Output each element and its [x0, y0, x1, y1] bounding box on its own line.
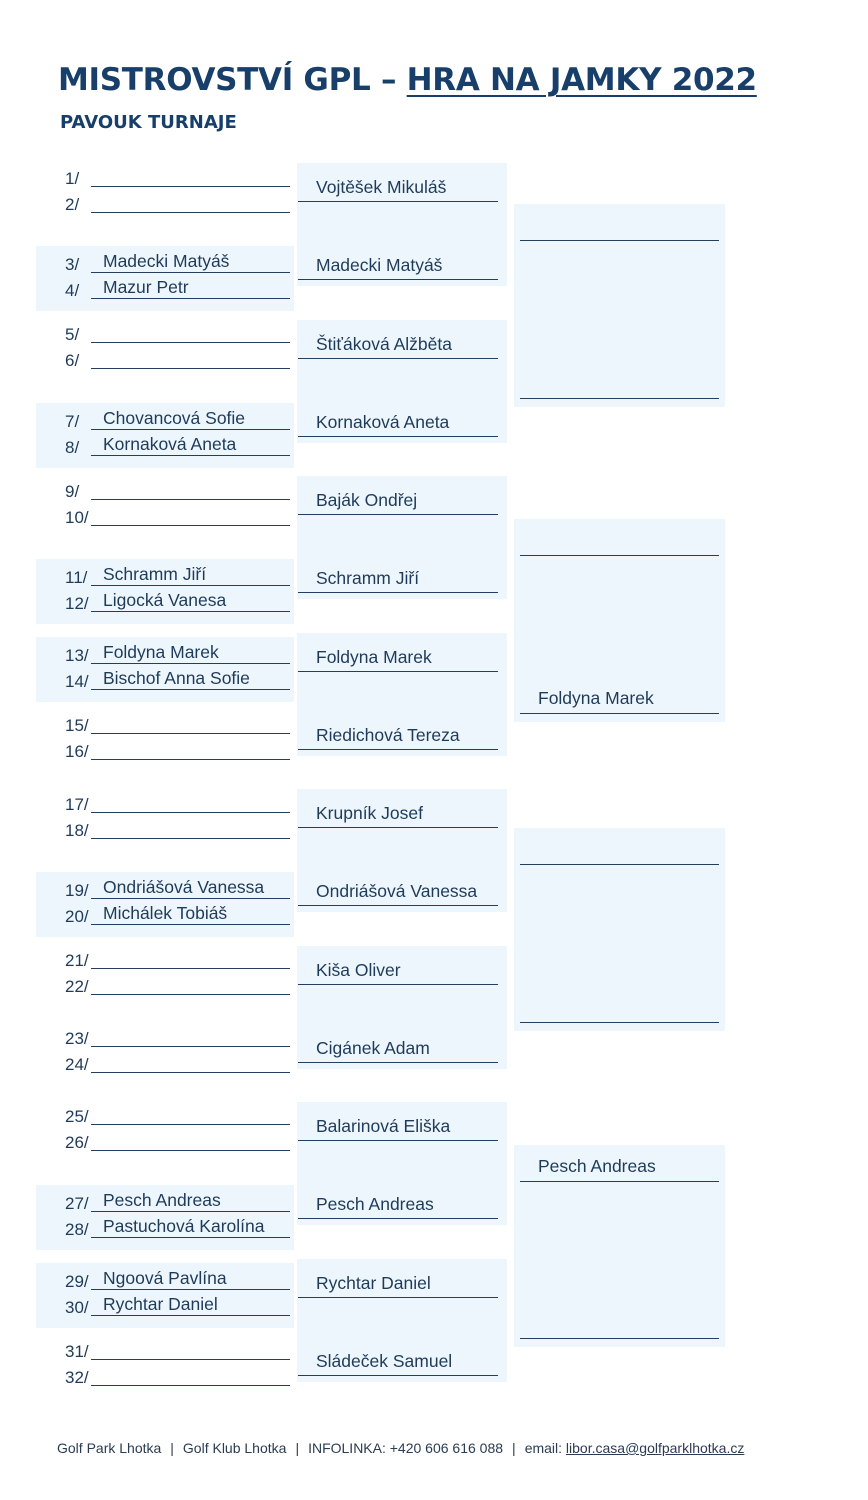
seed-slot-line: [91, 733, 290, 734]
player-name: Kiša Oliver: [316, 959, 401, 980]
seed-number: 10/: [65, 507, 89, 527]
player-name: Pesch Andreas: [538, 1156, 656, 1176]
round3-slot-line: [520, 555, 719, 556]
seed-number: 14/: [65, 672, 89, 692]
round2-slot-line: [298, 514, 498, 515]
seed-number: 29/: [65, 1271, 89, 1291]
seed-slot-line: [91, 525, 290, 526]
player-name: Foldyna Marek: [538, 688, 654, 708]
seed-number: 16/: [65, 742, 89, 762]
seed-slot-line: [91, 812, 290, 813]
round3-slot-line: [520, 864, 719, 865]
seed-slot-line: [91, 186, 290, 187]
round2-slot-line: [298, 1297, 498, 1298]
seed-number: 15/: [65, 716, 89, 736]
seed-number: 8/: [65, 437, 80, 457]
footer-infolinka: INFOLINKA: +420 606 616 088: [308, 1440, 504, 1456]
player-name: Balarinová Eliška: [316, 1116, 451, 1136]
seed-slot-line: [91, 994, 290, 995]
player-name: Rychtar Daniel: [103, 1293, 218, 1314]
player-name: Pesch Andreas: [103, 1189, 221, 1210]
round3-shade: [514, 828, 725, 1031]
seed-number: 28/: [65, 1219, 89, 1239]
round2-slot-line: [298, 1218, 498, 1219]
seed-number: 9/: [65, 481, 80, 501]
seed-slot-line: [91, 585, 290, 586]
player-name: Schramm Jiří: [316, 568, 420, 588]
seed-number: 26/: [65, 1133, 89, 1153]
player-name: Pastuchová Karolína: [103, 1215, 265, 1236]
title-part1: MISTROVSTVÍ GPL –: [58, 62, 407, 98]
round2-slot-line: [298, 671, 498, 672]
seed-number: 5/: [65, 325, 80, 345]
seed-slot-line: [91, 298, 290, 299]
seed-slot-line: [91, 342, 290, 343]
player-name: Sládeček Samuel: [316, 1350, 453, 1371]
player-name: Ngoová Pavlína: [103, 1267, 227, 1288]
seed-number: 3/: [65, 255, 80, 275]
seed-slot-line: [91, 924, 290, 925]
seed-slot-line: [91, 272, 290, 273]
seed-slot-line: [91, 212, 290, 213]
seed-slot-line: [91, 499, 290, 500]
seed-slot-line: [91, 429, 290, 430]
seed-slot-line: [91, 968, 290, 969]
player-name: Michálek Tobiáš: [103, 902, 228, 923]
player-name: Bischof Anna Sofie: [103, 668, 250, 689]
footer-club: Golf Klub Lhotka: [182, 1440, 287, 1456]
round2-slot-line: [298, 905, 498, 906]
player-name: Riedichová Tereza: [316, 724, 460, 745]
player-name: Kornaková Aneta: [103, 433, 237, 454]
round2-slot-line: [298, 201, 498, 202]
round3-slot-line: [520, 713, 719, 714]
seed-number: 6/: [65, 351, 80, 371]
seed-number: 13/: [65, 646, 89, 666]
footer-park: Golf Park Lhotka: [57, 1440, 162, 1456]
round2-slot-line: [298, 1062, 498, 1063]
player-name: Rychtar Daniel: [316, 1272, 431, 1293]
round3-slot-line: [520, 398, 719, 399]
seed-slot-line: [91, 1359, 290, 1360]
seed-number: 17/: [65, 794, 89, 814]
seed-number: 7/: [65, 411, 80, 431]
round3-slot-line: [520, 1022, 719, 1023]
seed-slot-line: [91, 1150, 290, 1151]
seed-number: 22/: [65, 977, 89, 996]
player-name: Krupník Josef: [316, 803, 423, 823]
seed-slot-line: [91, 689, 290, 690]
round2-slot-line: [298, 279, 498, 280]
footer-separator: |: [170, 1440, 174, 1456]
player-name: Foldyna Marek: [103, 642, 219, 663]
player-name: Madecki Matyáš: [103, 251, 230, 272]
seed-number: 24/: [65, 1055, 89, 1075]
round2-slot-line: [298, 436, 498, 437]
round2-slot-line: [298, 1375, 498, 1376]
seed-slot-line: [91, 368, 290, 369]
seed-slot-line: [91, 1046, 290, 1047]
seed-slot-line: [91, 838, 290, 839]
round3-shade: [514, 204, 725, 407]
page-subtitle: PAVOUK TURNAJE: [60, 112, 237, 133]
footer-separator: |: [295, 1440, 300, 1456]
seed-number: 18/: [65, 820, 89, 840]
round3-slot-line: [520, 240, 719, 241]
seed-slot-line: [91, 1124, 290, 1125]
round3-slot-line: [520, 1338, 719, 1339]
round2-slot-line: [298, 1140, 498, 1141]
seed-number: 27/: [65, 1193, 89, 1213]
seed-slot-line: [91, 1211, 290, 1212]
seed-slot-line: [91, 611, 290, 612]
footer-email-link[interactable]: libor.casa@golfparklhotka.cz: [565, 1440, 745, 1456]
player-name: Foldyna Marek: [316, 646, 432, 667]
player-name: Baják Ondřej: [316, 490, 418, 510]
seed-slot-line: [91, 759, 290, 760]
seed-number: 21/: [65, 951, 89, 970]
round2-slot-line: [298, 592, 498, 593]
seed-number: 1/: [65, 169, 80, 188]
round2-slot-line: [298, 749, 498, 750]
seed-number: 12/: [65, 594, 89, 613]
player-name: Ligocká Vanesa: [103, 590, 227, 610]
seed-number: 19/: [65, 880, 89, 900]
seed-slot-line: [91, 1315, 290, 1316]
seed-slot-line: [91, 455, 290, 456]
footer: [57, 1440, 744, 1456]
seed-number: 23/: [65, 1029, 89, 1049]
player-name: Štiťáková Alžběta: [316, 333, 452, 354]
round2-slot-line: [298, 827, 498, 828]
footer-separator: |: [512, 1440, 516, 1456]
round3-slot-line: [520, 1181, 719, 1182]
seed-slot-line: [91, 1289, 290, 1290]
seed-number: 4/: [65, 281, 80, 301]
seed-number: 25/: [65, 1107, 89, 1127]
seed-slot-line: [91, 1072, 290, 1073]
seed-number: 11/: [65, 568, 88, 587]
player-name: Vojtěšek Mikuláš: [316, 177, 447, 197]
seed-number: 20/: [65, 906, 89, 926]
round2-slot-line: [298, 984, 498, 985]
seed-number: 30/: [65, 1297, 89, 1317]
player-name: Chovancová Sofie: [103, 407, 246, 428]
seed-number: 2/: [65, 195, 80, 214]
page-title: [58, 62, 757, 98]
player-name: Ondriášová Vanessa: [103, 876, 265, 897]
seed-slot-line: [91, 1237, 290, 1238]
footer-email-label: email:: [524, 1440, 566, 1456]
seed-number: 32/: [65, 1368, 89, 1387]
player-name: Pesch Andreas: [316, 1194, 434, 1214]
seed-slot-line: [91, 663, 290, 664]
player-name: Mazur Petr: [103, 277, 189, 298]
seed-slot-line: [91, 898, 290, 899]
player-name: Madecki Matyáš: [316, 255, 443, 275]
seed-number: 31/: [65, 1342, 89, 1361]
seed-slot-line: [91, 1385, 290, 1386]
player-name: Schramm Jiří: [103, 564, 207, 584]
round2-slot-line: [298, 358, 498, 359]
player-name: Cigánek Adam: [316, 1037, 430, 1058]
player-name: Ondriášová Vanessa: [316, 881, 478, 901]
player-name: Kornaková Aneta: [316, 411, 450, 432]
title-part2: HRA NA JAMKY 2022: [406, 62, 757, 98]
